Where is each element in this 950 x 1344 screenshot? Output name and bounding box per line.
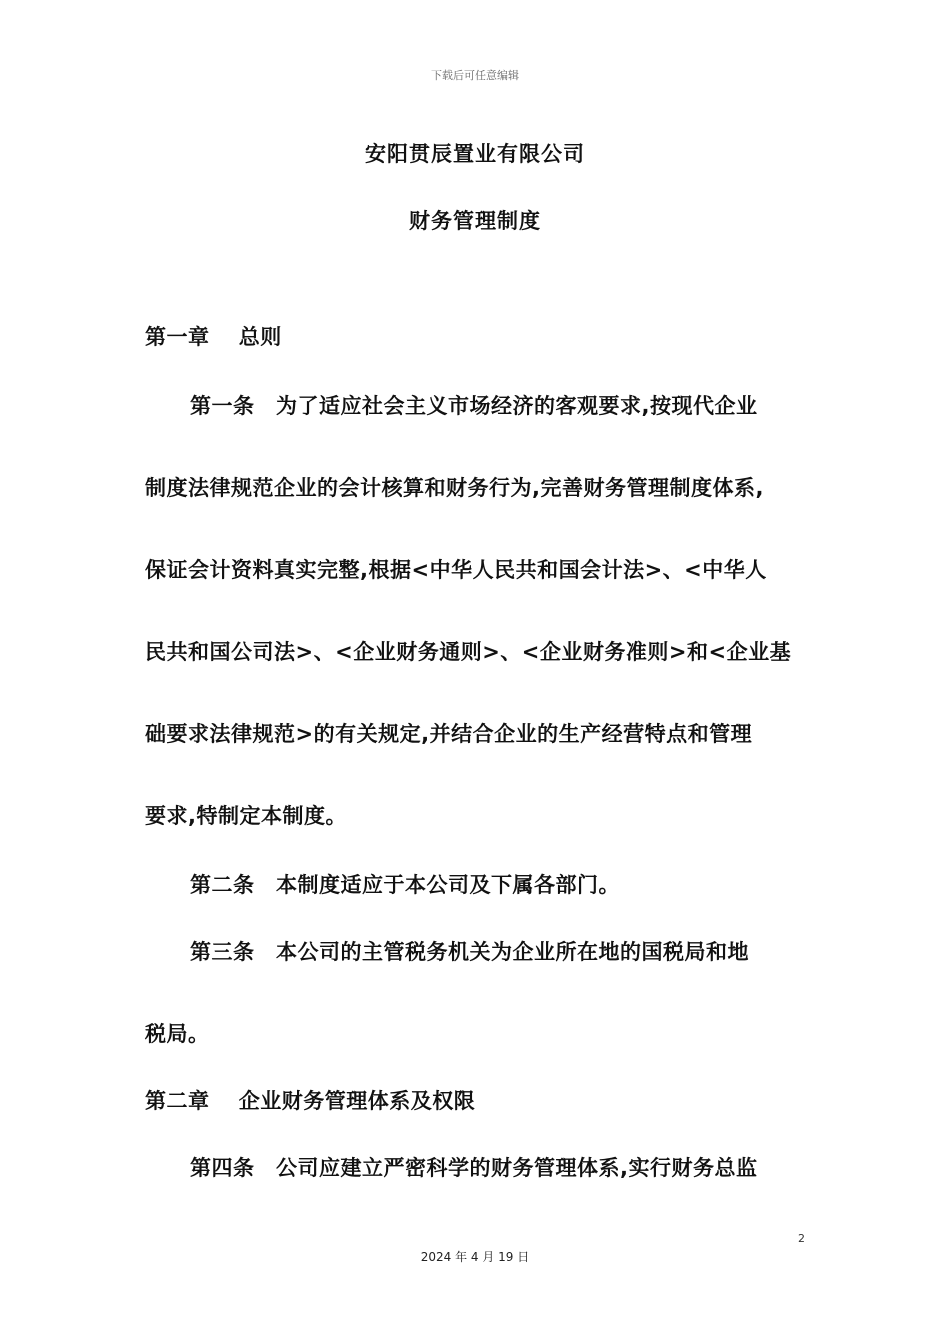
footer-date: 2024 年 4 月 19 日	[420, 1250, 530, 1264]
paragraph-line: 础要求法律规范>的有关规定,并结合企业的生产经营特点和管理	[145, 722, 753, 746]
paragraph-line: 保证会计资料真实完整,根据<中华人民共和国会计法>、<中华人	[145, 558, 767, 582]
header-note: 下载后可任意编辑	[431, 69, 519, 82]
page-number: 2	[798, 1232, 805, 1245]
paragraph-line: 第二条 本制度适应于本公司及下属各部门。	[190, 873, 620, 897]
paragraph-line: 税局。	[145, 1022, 210, 1046]
paragraph-line: 民共和国公司法>、<企业财务通则>、<企业财务准则>和<企业基	[145, 640, 792, 664]
chapter-heading: 第二章 企业财务管理体系及权限	[145, 1089, 476, 1113]
paragraph-line: 第三条 本公司的主管税务机关为企业所在地的国税局和地	[190, 940, 749, 964]
paragraph-line: 要求,特制定本制度。	[145, 804, 347, 828]
paragraph-line: 第四条 公司应建立严密科学的财务管理体系,实行财务总监	[190, 1156, 758, 1180]
document-title: 财务管理制度	[409, 209, 541, 233]
chapter-heading: 第一章 总则	[145, 325, 282, 349]
paragraph-line: 制度法律规范企业的会计核算和财务行为,完善财务管理制度体系,	[145, 476, 764, 500]
company-name: 安阳贯辰置业有限公司	[365, 142, 585, 166]
paragraph-line: 第一条 为了适应社会主义市场经济的客观要求,按现代企业	[190, 394, 758, 418]
